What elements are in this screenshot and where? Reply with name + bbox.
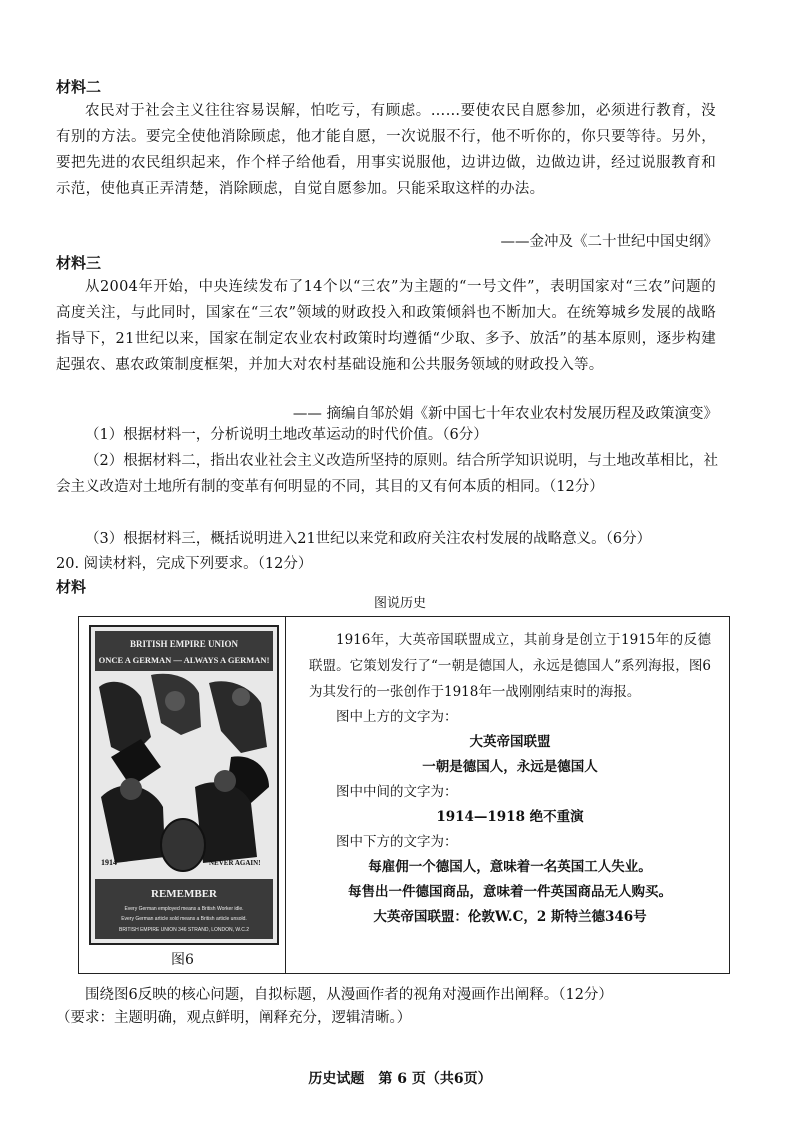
top-text-2: 一朝是德国人，永远是德国人 — [422, 759, 598, 775]
poster-bottom-line2: Every German article sold means a British article unsold. — [121, 916, 247, 922]
section-title: 图说历史 — [373, 596, 426, 611]
material2-heading: 材料二 — [56, 78, 102, 96]
figure-left-panel — [79, 617, 286, 973]
question-20: 20. 阅读材料，完成下列要求。（12分） — [56, 556, 313, 572]
poster-remember: REMEMBER — [151, 888, 217, 900]
figure-description — [309, 627, 711, 930]
figure-box — [78, 616, 730, 974]
figure-label: 图6 — [171, 952, 194, 968]
poster-bottom-line3: BRITISH EMPIRE UNION 346 STRAND, LONDON, W.C.2 — [118, 927, 250, 933]
poster-top-line2: ONCE A GERMAN — ALWAYS A GERMAN! — [98, 655, 270, 665]
top-text-label: 图中上方的文字为： — [336, 709, 458, 725]
middle-text-label: 图中中间的文字为： — [336, 784, 458, 800]
page-footer: 历史试题 第 6 页（共6页） — [308, 1071, 492, 1087]
poster-illustration — [91, 627, 277, 943]
question-2: （2）根据材料二，指出农业社会主义改造所坚持的原则。结合所学知识说明，与土地改革相比，社会主义改造对土地所有制的变革有何明显的不同，其目的又有何本质的相同。（12分） — [56, 453, 718, 495]
bottom-text-label: 图中下方的文字为： — [336, 834, 458, 850]
top-text-1: 大英帝国联盟 — [469, 734, 551, 750]
material3-text: 从2004年开始，中央连续发布了14个以“三农”为主题的“一号文件”，表明国家对“三农”问题的高度关注，与此同时，国家在“三农”领域的财政投入和政策倾斜也不断加大。在统筹城乡发展的战略指导下，21世纪以来，国家在制定农业农村政策时均遵循“少取、多予、放活”的基本原则，逐步构建起强农、惠农政策制度框架，并加大对农村基础设施和公共服务领域的财政投入等。 — [56, 279, 716, 373]
question-3: （3）根据材料三，概括说明进入21世纪以来党和政府关注农村发展的战略意义。（6分） — [85, 531, 652, 547]
bottom-text-3: 大英帝国联盟：伦敦W.C，2 斯特兰德346号 — [373, 909, 647, 925]
q20-material-heading: 材料 — [56, 578, 87, 596]
q20-requirement: （要求：主题明确，观点鲜明，阐释充分，逻辑清晰。） — [56, 1010, 412, 1026]
middle-text: 1914—1918 绝不重演 — [436, 809, 584, 825]
poster-middle-right: NEVER AGAIN! — [209, 859, 261, 867]
figure-desc-text: 1916年，大英帝国联盟成立，其前身是创立于1915年的反德联盟。它策划发行了“一朝是德国人，永远是德国人”系列海报，图6为其发行的一张创作于1918年一战刚刚结束时的海报。 — [309, 632, 711, 700]
poster-middle-left: 1914 — [101, 858, 117, 867]
material2-text: 农民对于社会主义往往容易误解，怕吃亏，有顾虑。……要使农民自愿参加，必须进行教育，没有别的方法。要完全使他消除顾虑，他才能自愿，一次说服不行，他不听你的，你只要等待。另外，要把先进的农民组织起来，作个样子给他看，用事实说服他，边讲边做，边做边讲，经过说服教育和示范，使他真正弄清楚，消除顾虑，自觉自愿参加。只能采取这样的办法。 — [56, 103, 716, 197]
poster-image — [89, 625, 279, 945]
material3-source: —— 摘编自邹於娟《新中国七十年农业农村发展历程及政策演变》 — [292, 406, 718, 422]
material3-heading: 材料三 — [56, 254, 102, 272]
question-1: （1）根据材料一，分析说明土地改革运动的时代价值。（6分） — [85, 427, 488, 443]
poster-bottom-line1: Every German employed means a British Worker idle. — [124, 906, 244, 912]
q20-task: 围绕图6反映的核心问题，自拟标题，从漫画作者的视角对漫画作出阐释。（12分） — [85, 987, 613, 1003]
bottom-text-2: 每售出一件德国商品，意味着一件英国商品无人购买。 — [348, 884, 672, 900]
material2-source: ——金冲及《二十世纪中国史纲》 — [500, 234, 718, 250]
poster-top-line1: BRITISH EMPIRE UNION — [129, 639, 239, 649]
bottom-text-1: 每雇佣一个德国人，意味着一名英国工人失业。 — [368, 859, 652, 875]
